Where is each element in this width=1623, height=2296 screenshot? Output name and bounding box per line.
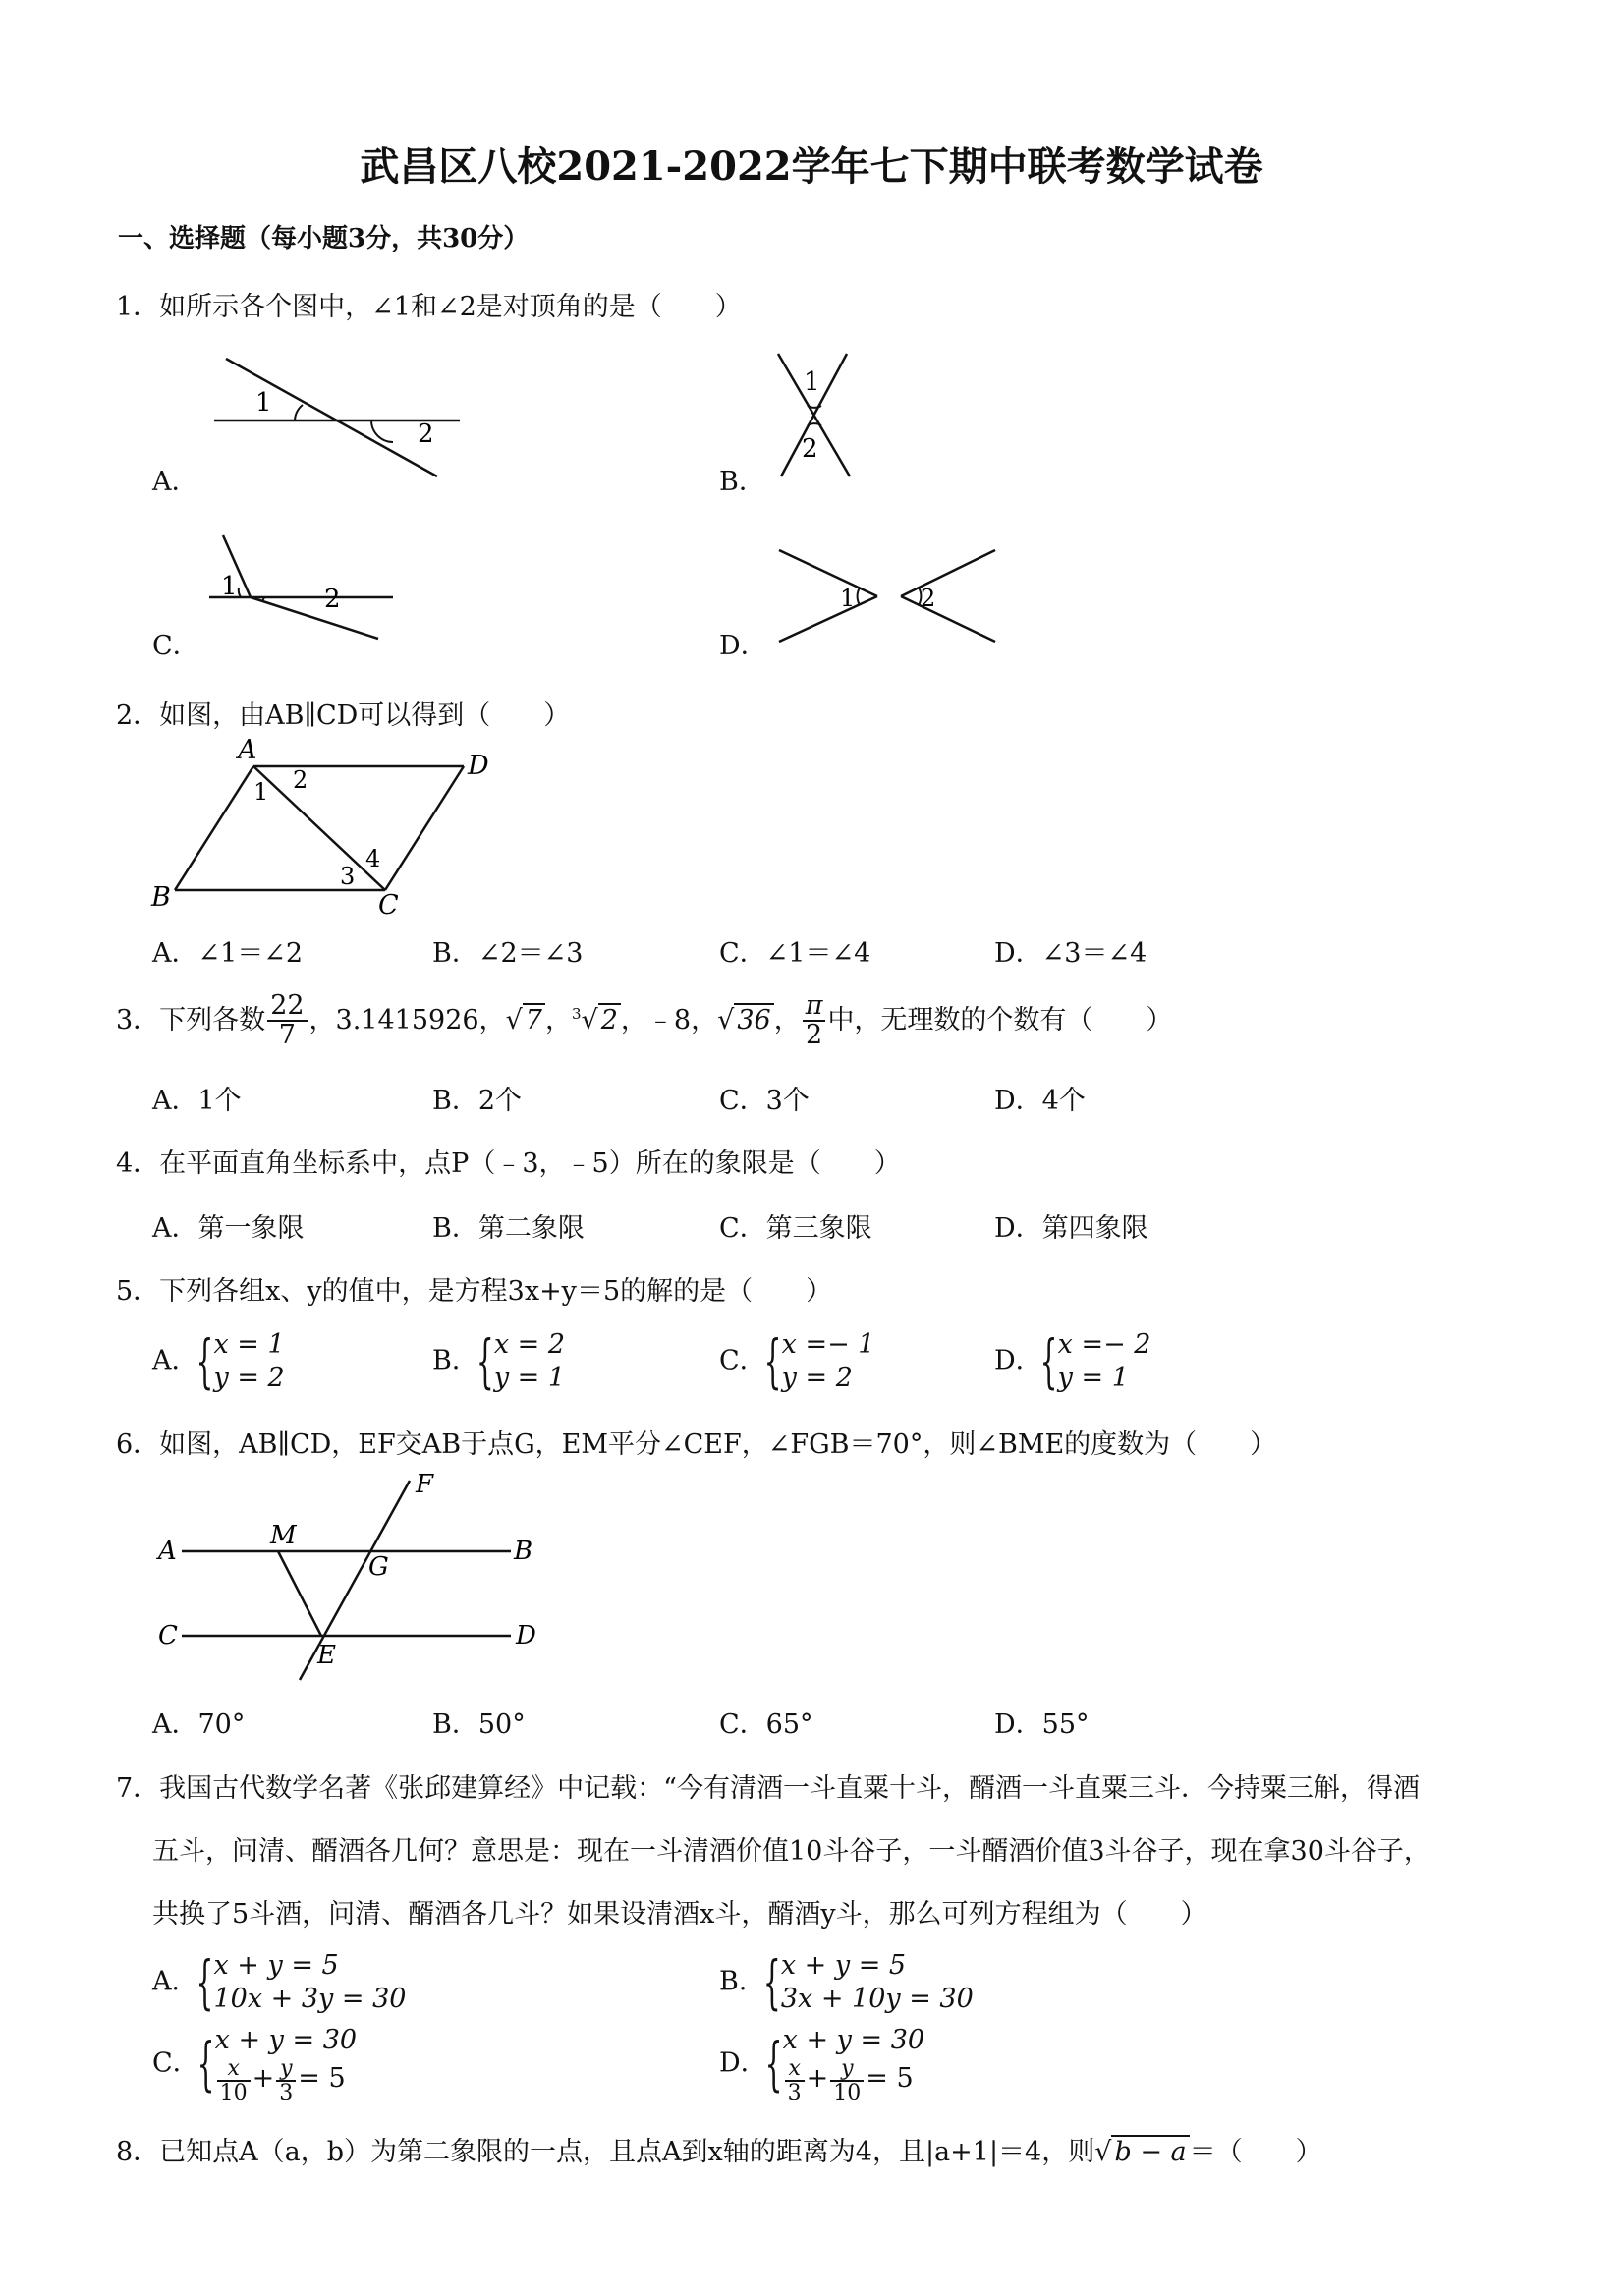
q6-point-g: G <box>368 1552 389 1582</box>
question-8-text <box>116 2130 1322 2168</box>
q2-figure-parallelogram <box>147 735 511 921</box>
q5-d-eq1: x =− 2 <box>1057 1329 1151 1360</box>
q5-a-eq1: x = 1 <box>213 1329 285 1360</box>
q1d-label-1: 1 <box>840 585 856 612</box>
q5-d-label: D． <box>994 1345 1042 1376</box>
q2-option-c[interactable]: C．∠1＝∠4 <box>719 938 871 969</box>
q5-b-label: B． <box>432 1345 478 1376</box>
q1-figure-d <box>771 545 1002 644</box>
q3-minus8: ，﹣8， <box>620 1004 718 1036</box>
q6-point-b: B <box>514 1537 533 1566</box>
q3-option-c[interactable]: C．3个 <box>719 1086 810 1116</box>
q1b-label-1: 1 <box>804 367 820 397</box>
q5-b-eq1: x = 2 <box>493 1329 566 1360</box>
q8-prefix: 8．已知点A（a，b）为第二象限的一点，且点A到x轴的距离为4，且|a+1|＝4，则 <box>116 2137 1095 2167</box>
q3-pi-den: 2 <box>805 1020 823 1051</box>
q4-option-b[interactable]: B．第二象限 <box>432 1213 585 1244</box>
q3-cbrt-index: 3 <box>571 1004 582 1023</box>
q3-option-b[interactable]: B．2个 <box>432 1086 523 1116</box>
q7-c-system: { x + y = 30 $\frac{x}{10}$ + $\frac{y}{3}$ = 5 <box>196 2025 358 2106</box>
q6-option-d[interactable]: D．55° <box>994 1709 1090 1740</box>
q5-a-system: { x = 1 y = 2 <box>196 1327 285 1396</box>
q2-point-a: A <box>238 735 257 765</box>
q7-a-system: { x + y = 5 10x + 3y = 30 <box>196 1948 407 2017</box>
question-3-text: 3．下列各数 $\frac{22}{7}$ ，3.1415926，√ 7 ，$^3$√ 2 ，﹣8，√ 36 ， $\frac{\pi}{2}$ 中，无理数的个数有（ ） <box>116 990 1173 1051</box>
q1-figure-c <box>201 531 398 644</box>
q7-b-system: { x + y = 5 3x + 10y = 30 <box>762 1948 974 2017</box>
q2-angle-3: 3 <box>340 863 356 890</box>
question-6-text: 6．如图，AB∥CD，EF交AB于点G，EM平分∠CEF，∠FGB＝70°，则∠BME的度数为（ ） <box>116 1429 1277 1460</box>
q7-d-frac1-num: x <box>785 2057 805 2082</box>
q3-sqrt7: √ 7 <box>506 1005 545 1036</box>
q4-option-c[interactable]: C．第三象限 <box>719 1213 872 1244</box>
q6-point-c: C <box>158 1621 178 1651</box>
q2-angle-1: 1 <box>253 778 269 806</box>
q7-c-eq2-rhs: = 5 <box>298 2063 346 2095</box>
page-title: 武昌区八校2021-2022学年七下期中联考数学试卷 <box>360 143 1263 190</box>
q5-d-system: { x =− 2 y = 1 <box>1039 1327 1151 1396</box>
q1-figure-b <box>766 349 874 481</box>
question-7-line-2: 五斗，问清、醑酒各几何？意思是：现在一斗清酒价值10斗谷子，一斗醑酒价值3斗谷子，现在拿30斗谷子， <box>152 1836 1430 1867</box>
q1-option-b[interactable]: B． <box>719 467 765 497</box>
q7-c-eq1: x + y = 30 <box>214 2025 358 2055</box>
q5-b-eq2: y = 1 <box>493 1363 566 1393</box>
q8-suffix: ＝（ ） <box>1189 2137 1322 2167</box>
q6-point-d: D <box>516 1621 536 1651</box>
q6-point-a: A <box>158 1537 177 1566</box>
q1-option-d[interactable]: D． <box>719 631 767 661</box>
q5-a-label: A． <box>152 1345 198 1376</box>
q2-option-d[interactable]: D．∠3＝∠4 <box>994 938 1147 969</box>
q7-d-label: D． <box>719 2047 767 2079</box>
q2-point-b: B <box>151 882 171 913</box>
q3-option-d[interactable]: D．4个 <box>994 1086 1086 1116</box>
question-1-text: 1．如所示各个图中，∠1和∠2是对顶角的是（ ） <box>116 292 742 322</box>
q5-c-label: C． <box>719 1345 766 1376</box>
q3-option-a[interactable]: A．1个 <box>152 1086 242 1116</box>
q6-figure-parallel-lines <box>152 1469 565 1695</box>
q7-d-frac2-den: 10 <box>833 2081 862 2106</box>
q1-option-c[interactable]: C． <box>152 631 199 661</box>
q3-cbrt-rad: 2 <box>598 1003 621 1036</box>
q2-option-a[interactable]: A．∠1＝∠2 <box>152 938 304 969</box>
q6-option-b[interactable]: B．50° <box>432 1709 526 1740</box>
section-heading: 一、选择题（每小题3分，共30分） <box>118 224 530 253</box>
q7-b-eq1: x + y = 5 <box>780 1950 907 1981</box>
q5-c-eq1: x =− 1 <box>781 1329 875 1360</box>
q7-d-frac1-den: 3 <box>787 2081 802 2106</box>
question-4-text: 4．在平面直角坐标系中，点P（﹣3，﹣5）所在的象限是（ ） <box>116 1148 901 1179</box>
q3-prefix: 3．下列各数 <box>116 1004 266 1036</box>
q3-sqrt36-rad: 36 <box>734 1003 773 1036</box>
q6-point-f: F <box>416 1470 434 1499</box>
q3-sqrt36: √ 36 <box>717 1005 774 1036</box>
q7-c-plus: + <box>252 2063 275 2095</box>
q2-point-c: C <box>378 890 399 921</box>
q6-option-a[interactable]: A．70° <box>152 1709 246 1740</box>
q3-frac-num: 22 <box>267 992 307 1022</box>
q8-sqrt: √ b − a <box>1094 2137 1189 2167</box>
q4-option-a[interactable]: A．第一象限 <box>152 1213 305 1244</box>
q1-option-a[interactable]: A． <box>152 467 198 497</box>
q5-option-c[interactable] <box>719 1328 875 1395</box>
q1d-label-2: 2 <box>921 585 936 612</box>
question-7-line-3: 共换了5斗酒，问清、醑酒各几斗？如果设清酒x斗，醑酒y斗，那么可列方程组为（ ） <box>152 1899 1207 1930</box>
q7-a-eq1: x + y = 5 <box>213 1950 339 1981</box>
q7-c-label: C． <box>152 2047 199 2079</box>
q3-pi: π <box>803 992 826 1022</box>
q3-suffix: 中，无理数的个数有（ ） <box>827 1004 1173 1036</box>
q6-option-c[interactable]: C．65° <box>719 1709 813 1740</box>
q3-fraction <box>267 992 307 1050</box>
q7-d-eq1: x + y = 30 <box>782 2025 925 2055</box>
q7-option-c[interactable] <box>152 2024 357 2104</box>
q3-frac-den: 7 <box>278 1020 296 1051</box>
question-5-text: 5．下列各组x、y的值中，是方程3x+y＝5的解的是（ ） <box>116 1276 833 1307</box>
question-7-line-1: 7．我国古代数学名著《张邱建算经》中记载：“今有清酒一斗直粟十斗，醑酒一斗直粟三斗．今持粟三斛，得酒 <box>116 1773 1420 1804</box>
q7-a-eq2: 10x + 3y = 30 <box>213 1984 407 2014</box>
q7-option-b[interactable] <box>719 1949 974 2016</box>
q7-b-eq2: 3x + 10y = 30 <box>780 1984 974 2014</box>
q5-c-eq2: y = 2 <box>781 1363 853 1393</box>
q7-c-frac2-den: 3 <box>279 2081 294 2106</box>
q6-point-m: M <box>270 1521 297 1550</box>
q7-d-system: { x + y = 30 $\frac{x}{3}$ + $\frac{y}{10}$ = 5 <box>764 2025 925 2106</box>
q3-sqrt7-rad: 7 <box>523 1003 545 1036</box>
q7-c-frac1-den: 10 <box>219 2081 248 2106</box>
q7-d-eq2-rhs: = 5 <box>866 2063 914 2095</box>
q7-option-a[interactable] <box>152 1949 406 2016</box>
q7-b-label: B． <box>719 1966 765 1997</box>
q2-point-d: D <box>468 751 489 781</box>
q7-c-frac1-num: x <box>217 2057 251 2082</box>
q2-angle-2: 2 <box>293 766 308 794</box>
q5-option-b[interactable] <box>432 1328 565 1395</box>
q7-option-d[interactable] <box>719 2024 924 2104</box>
q5-b-system: { x = 2 y = 1 <box>476 1327 566 1396</box>
q5-c-system: { x =− 1 y = 2 <box>763 1327 875 1396</box>
q6-point-e: E <box>317 1641 336 1670</box>
q1-figure-a <box>196 354 472 481</box>
q7-c-frac2-num: y <box>276 2057 296 2082</box>
question-2-text: 2．如图，由AB∥CD可以得到（ ） <box>116 700 571 731</box>
q5-option-d[interactable] <box>994 1328 1150 1395</box>
q4-option-d[interactable]: D．第四象限 <box>994 1213 1148 1244</box>
q7-a-label: A． <box>152 1966 198 1997</box>
q8-sqrt-rad: b − a <box>1111 2135 1189 2167</box>
q1c-label-1: 1 <box>221 572 238 601</box>
q5-option-a[interactable] <box>152 1328 285 1395</box>
q3-mid: ，3.1415926， <box>308 1004 506 1036</box>
q5-a-eq2: y = 2 <box>213 1363 285 1393</box>
q2-angle-4: 4 <box>365 845 381 872</box>
q1c-label-2: 2 <box>324 585 341 614</box>
q5-d-eq2: y = 1 <box>1057 1363 1129 1393</box>
q1a-label-2: 2 <box>418 420 434 449</box>
q1a-label-1: 1 <box>255 388 272 418</box>
q1b-label-2: 2 <box>802 434 818 464</box>
q7-d-frac2-num: y <box>830 2057 864 2082</box>
q3-pi-fraction <box>803 992 826 1050</box>
q2-option-b[interactable]: B．∠2＝∠3 <box>432 938 584 969</box>
q7-d-plus: + <box>806 2063 829 2095</box>
q3-cbrt2: $^3$√ 2 <box>572 1005 621 1036</box>
